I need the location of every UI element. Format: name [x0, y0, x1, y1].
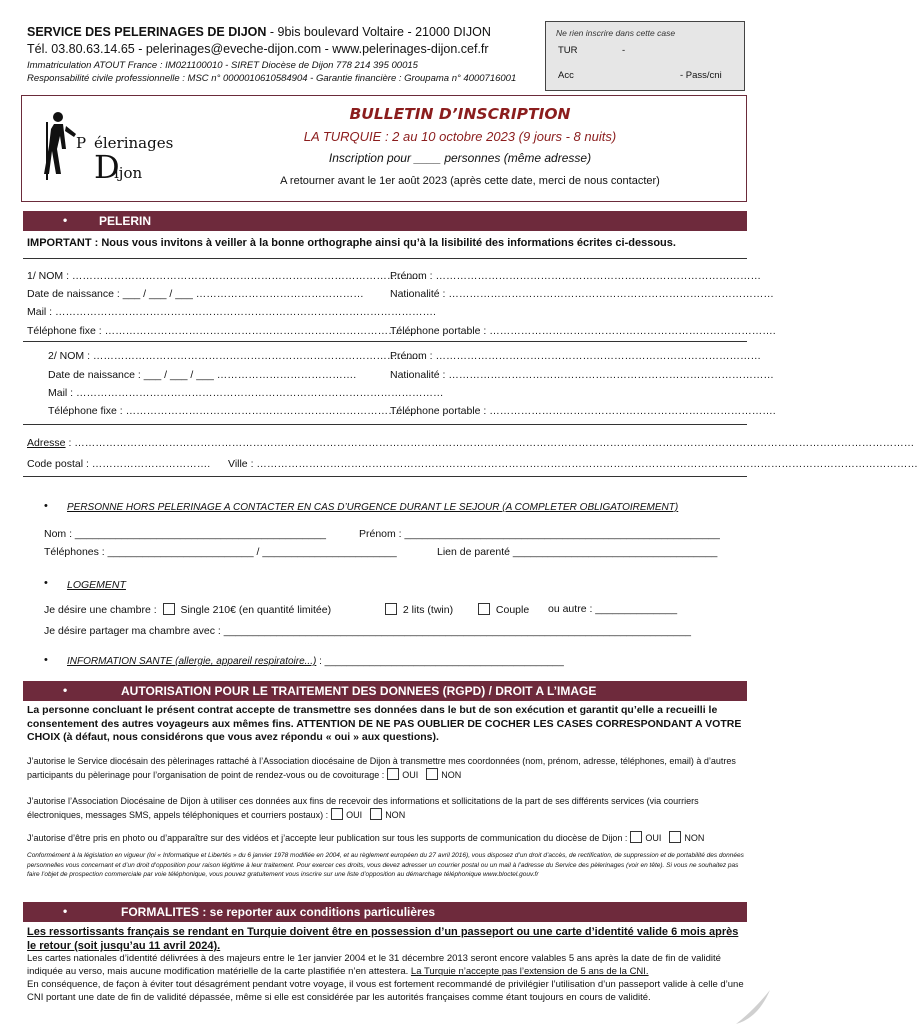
office-box-title: Ne rien inscrire dans cette case: [556, 28, 676, 38]
section-title-rgpd: AUTORISATION POUR LE TRAITEMENT DES DONNEES (RGPD) / DROIT A L’IMAGE: [121, 684, 597, 698]
bullet-icon: •: [63, 904, 68, 918]
bullet-icon: •: [44, 577, 48, 589]
couple-option: [475, 603, 529, 616]
important-label: IMPORTANT :: [27, 237, 99, 249]
p2-birthdate-field[interactable]: Date de naissance : ___ / ___ / ___ ………………………………….: [48, 369, 357, 381]
svg-text:D: D: [94, 148, 120, 186]
ville-field[interactable]: Ville : ………………………………………………………………………………………………………………………………………………………………………: [228, 458, 918, 470]
formalites-p2: En conséquence, de façon à éviter tout désagrément pendant votre voyage, il vous est fortement recommandé de privilégier l’utilisation d’un passeport valide à celle d’une CNI portant une date de fin de validité dépassée, même si elle est considérée par les autorités françaises comme étant toujours en cours de validité.: [27, 979, 744, 1003]
section-bar-pelerin: [23, 211, 747, 231]
twin-option: [382, 603, 453, 616]
p1-prenom-field[interactable]: Prénom : …………………………………………………………………………………: [390, 270, 762, 282]
sante-row[interactable]: [67, 656, 564, 667]
auth1-oui-label: OUI: [402, 769, 419, 780]
org-address: - 9bis boulevard Voltaire - 21000 DIJON: [266, 25, 491, 39]
auth1-oui-checkbox[interactable]: [387, 768, 399, 780]
couple-label: Couple: [495, 604, 530, 616]
inscription-count: Inscription pour ____ personnes (même adresse): [328, 151, 592, 165]
auth1-non-label: NON: [441, 769, 462, 780]
office-box-pass: - Pass/cni: [680, 70, 722, 81]
sante-dots: : ___________________________________________: [316, 656, 564, 667]
adresse-field[interactable]: [27, 437, 915, 449]
section-title-pelerin: PELERIN: [99, 214, 152, 228]
bullet-icon: •: [63, 213, 68, 227]
auth3-non-checkbox[interactable]: [669, 831, 681, 843]
office-box-tur-sep: -: [622, 45, 626, 56]
section-title-formalites: FORMALITES : se reporter aux conditions particulières: [121, 905, 436, 919]
logo-line2: ijon: [114, 164, 143, 182]
office-box-acc: Acc: [558, 70, 574, 81]
p2-mail-field[interactable]: Mail : ……………………………………………………………………………………………: [48, 387, 444, 399]
formalites-p1-underline: La Turquie n’accepte pas l’extension de 5 ans de la CNI.: [410, 965, 649, 977]
twin-checkbox[interactable]: [385, 603, 397, 615]
divider: [23, 341, 747, 342]
partager-field[interactable]: Je désire partager ma chambre avec : ________________________________________________________________________________: [44, 625, 691, 637]
auth3-oui-label: OUI: [645, 833, 662, 843]
auth2-non-label: NON: [385, 809, 406, 820]
formalites-p1: [27, 953, 745, 978]
bullet-icon: •: [44, 500, 48, 512]
divider: [23, 424, 747, 425]
auth3-non-label: NON: [684, 833, 705, 843]
p1-tel-fixe-field[interactable]: Téléphone fixe : ……………………………………………………………………………….: [27, 325, 423, 337]
p2-prenom-field[interactable]: Prénom : …………………………………………………………………………………: [390, 350, 762, 362]
logo-line1: élerinages: [94, 134, 174, 152]
p1-nationalite-field[interactable]: Nationalité : …………………………………………………………………………………: [390, 288, 774, 300]
org-header-line1: [27, 25, 491, 39]
section-bar-formalites: [23, 902, 747, 922]
divider: [23, 476, 747, 477]
p2-tel-portable-field[interactable]: Téléphone portable : ……………………………………………………………………….: [390, 405, 776, 417]
rgpd-auth1: [27, 755, 745, 781]
adresse-dots: : ……………………………………………………………………………………………………………………………………………………………………………………………………………………: [65, 437, 915, 449]
p1-nom-field[interactable]: 1/ NOM : ……………………………………………………………………………………….: [27, 270, 422, 282]
adresse-label: Adresse: [27, 437, 66, 449]
svg-text:P: P: [76, 134, 87, 152]
single-checkbox[interactable]: [163, 603, 175, 615]
section-bar-rgpd: [23, 681, 747, 701]
logement-choice-row: [44, 603, 331, 616]
important-notice: [27, 237, 676, 249]
org-contact: Tél. 03.80.63.14.65 - pelerinages@eveche-dijon.com - www.pelerinages-dijon.cef.fr: [27, 42, 489, 56]
bulletin-title: BULLETIN D’INSCRIPTION: [349, 105, 571, 123]
urgence-prenom-field[interactable]: Prénom : ______________________________________________________: [359, 528, 720, 540]
p1-tel-portable-field[interactable]: Téléphone portable : ……………………………………………………………………….: [390, 325, 776, 337]
p2-tel-fixe-field[interactable]: Téléphone fixe : ………………………………………………………………………….: [48, 405, 423, 417]
bullet-icon: •: [63, 683, 68, 697]
p1-birthdate-field[interactable]: Date de naissance : ___ / ___ / ___ …………………………………………: [27, 288, 364, 300]
p2-nationalite-field[interactable]: Nationalité : …………………………………………………………………………………: [390, 369, 774, 381]
auth2-oui-label: OUI: [346, 809, 363, 820]
p2-nom-field[interactable]: 2/ NOM : ………………………………………………………………………………….: [48, 350, 422, 362]
urgence-tel-field[interactable]: Téléphones : _________________________ / _______________________: [44, 546, 397, 558]
logement-title: LOGEMENT: [67, 579, 126, 591]
rgpd-auth3-text: J’autorise d’être pris en photo ou d’apparaître sur des vidéos et j’accepte leur publication sur tous les supports de communication du diocèse de Dijon :: [27, 833, 628, 843]
couple-checkbox[interactable]: [478, 603, 490, 615]
rgpd-auth1-text: J’autorise le Service diocésain des pèlerinages rattaché à l’Association diocésaine de Dijon à transmettre mes coordonnées (nom, prénom, adresse, téléphones, email) à d’autres participants du pèlerinage pour l’organisation de point de rendez-vous ou de covoiturage :: [27, 756, 736, 780]
rgpd-auth2-text: J’autorise l’Association Diocésaine de Dijon à utiliser ces données aux fins de recevoir des informations et sollicitations de la part de ses différents services (via courriers électroniques, messages SMS, appels téléphoniques et courriers postaux) :: [27, 796, 699, 820]
rgpd-auth3: [27, 831, 745, 845]
code-postal-field[interactable]: Code postal : …………………………….: [27, 458, 211, 470]
important-text: Nous vous invitons à veiller à la bonne orthographe ainsi qu’à la lisibilité des informations écrites ci-dessous.: [98, 237, 676, 249]
auth2-oui-checkbox[interactable]: [331, 808, 343, 820]
auth3-oui-checkbox[interactable]: [630, 831, 642, 843]
formalites-bold: Les ressortissants français se rendant en Turquie doivent être en possession d’un passeport ou une carte d’identité valide 6 mois après le retour (soit jusqu’au 11 avril 2024).: [27, 926, 739, 952]
trip-dates: LA TURQUIE : 2 au 10 octobre 2023 (9 jours - 8 nuits): [303, 129, 617, 144]
urgence-title: PERSONNE HORS PELERINAGE A CONTACTER EN CAS D’URGENCE DURANT LE SEJOUR (A COMPLETER OBLIGATOIREMENT): [67, 502, 679, 513]
org-insurance: Responsabilité civile professionnelle : MSC n° 0000010610584904 - Garantie financière : Groupama n° 4000716001: [27, 73, 517, 84]
rgpd-legal-notice: Conformément à la législation en vigueur (loi « Informatique et Libertés » du 6 janvier 1978 modifiée en 2004, et au règlement européen du 27 avril 2016), vous disposez d’un droit d’accès, de rectification, de suppression et de portabilité des données personnelles vous concernant et d’un droit d’opposition pour raison légitime à leur traitement. Pour exercer ces droits, vous devez adresser un courrier postal ou un mail à l’adresse du Service des pèlerinages (voir en tête). Si vous ne souhaitez pas faire l’objet de prospection commerciale par voie téléphonique, vous pouvez gratuitement vous inscrire sur une liste d’opposition au démarchage téléphonique www.bloctel.gouv.fr: [27, 852, 744, 878]
single-label: Single 210€ (en quantité limitée): [180, 604, 332, 616]
org-name: SERVICE DES PELERINAGES DE DIJON: [27, 25, 267, 39]
org-registration: Immatriculation ATOUT France : IM021100010 - SIRET Diocèse de Dijon 778 214 395 00015: [27, 60, 418, 71]
auth2-non-checkbox[interactable]: [370, 808, 382, 820]
return-deadline: A retourner avant le 1er août 2023 (après cette date, merci de nous contacter): [280, 175, 660, 187]
office-use-box: [545, 21, 745, 91]
rgpd-intro: La personne concluant le présent contrat accepte de transmettre ses données dans le but de son exécution et garantit qu’elle a recueilli le consentement des autres voyageurs aux mêmes fins. ATTENTION DE NE PAS OUBLIER DE COCHER LES CASES CORRESPONDANT A VOTRE CHOIX (à défaut, nous considérons que vous avez répondu « oui » aux questions).: [27, 704, 742, 743]
divider: [23, 258, 747, 259]
page-curl-icon: [736, 990, 770, 1024]
formalites-p1-text: Les cartes nationales d’identité délivrées à des majeurs entre le 1er janvier 2004 et le 31 décembre 2013 seront encore valables 5 ans après la date de fin de validité indiquée au verso, mais aucune modification matérielle de la carte plastifiée n’en attestera.: [27, 953, 721, 977]
urgence-lien-field[interactable]: Lien de parenté ___________________________________: [437, 546, 718, 558]
bullet-icon: •: [44, 654, 48, 666]
logement-desire-label: Je désire une chambre :: [44, 604, 157, 616]
twin-label: 2 lits (twin): [402, 604, 454, 616]
office-box-tur: TUR: [558, 45, 578, 56]
p1-mail-field[interactable]: Mail : ……………………………………………………………………………………………….: [27, 306, 436, 318]
auth1-non-checkbox[interactable]: [426, 768, 438, 780]
rgpd-auth2: [27, 795, 745, 821]
sante-title: INFORMATION SANTE (allergie, appareil respiratoire...): [67, 656, 317, 667]
autre-field[interactable]: ou autre : ______________: [548, 603, 678, 615]
urgence-nom-field[interactable]: Nom : ___________________________________________: [44, 528, 327, 540]
